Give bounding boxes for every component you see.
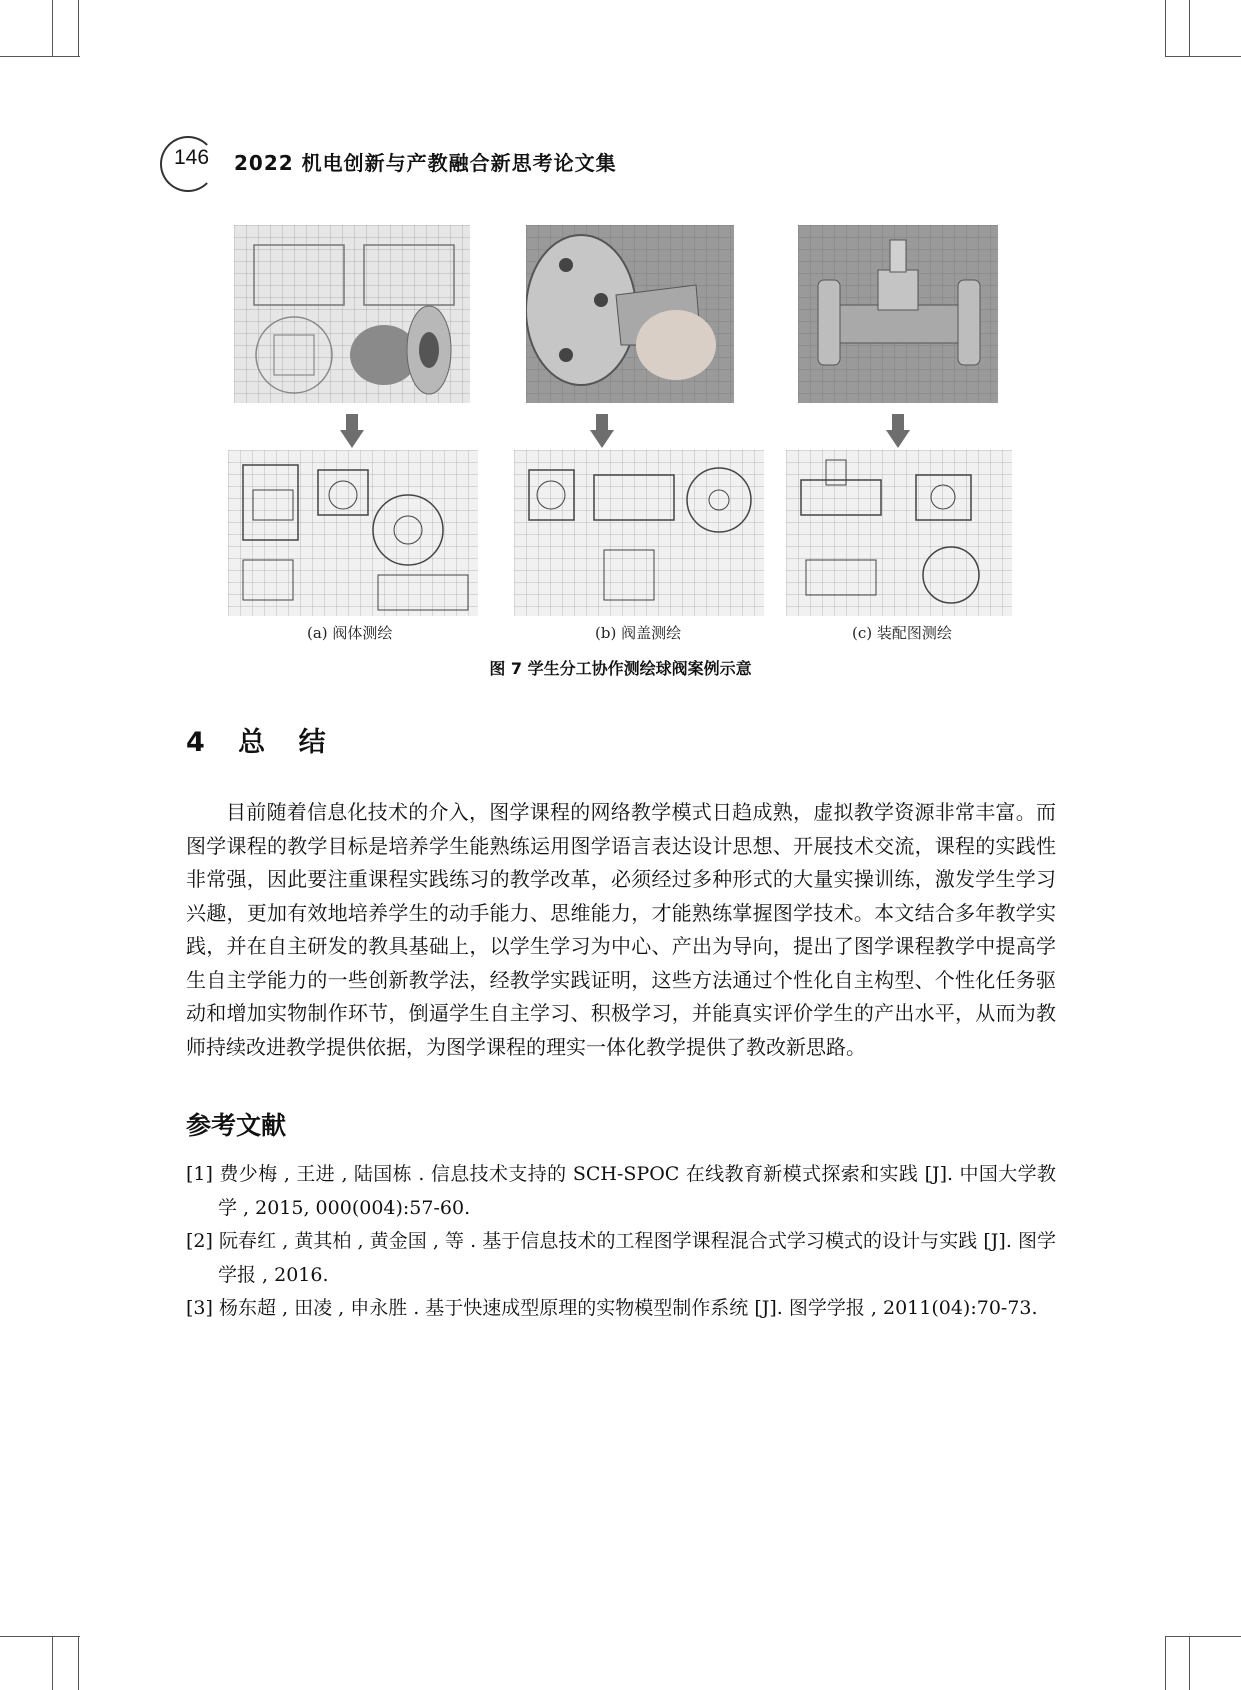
down-arrow-icon xyxy=(340,414,364,448)
crop-mark xyxy=(1165,1636,1241,1637)
reference-list xyxy=(186,1158,1056,1326)
subcaption-b: (b) 阀盖测绘 xyxy=(595,624,682,642)
crop-mark xyxy=(52,0,53,56)
figure-caption: 图 7 学生分工协作测绘球阀案例示意 xyxy=(489,659,752,678)
crop-mark xyxy=(78,1636,79,1690)
crop-mark xyxy=(1189,0,1190,56)
book-title: 2022 机电创新与产教融合新思考论文集 xyxy=(234,151,617,175)
down-arrow-icon xyxy=(886,414,910,448)
page-number: 146 xyxy=(174,146,210,169)
drawing-assembly xyxy=(786,450,1012,616)
drawing-valve-body xyxy=(228,450,478,616)
reference-item: [3] 杨东超 , 田凌 , 申永胜 . 基于快速成型原理的实物模型制作系统 [J]. 图学学报 , 2011(04):70-73. xyxy=(186,1297,1038,1319)
running-header xyxy=(160,136,1060,188)
crop-mark xyxy=(0,56,80,57)
reference-item: [2] 阮春红 , 黄其柏 , 黄金国 , 等 . 基于信息技术的工程图学课程混合式学习模式的设计与实践 [J]. 图学学报 , 2016. xyxy=(186,1230,1056,1286)
section-heading: 4 总 结 xyxy=(186,727,338,758)
references-heading: 参考文献 xyxy=(186,1111,287,1140)
crop-mark xyxy=(1189,1636,1190,1690)
crop-mark xyxy=(1165,0,1166,56)
photo-assembly xyxy=(798,225,998,403)
subcaption-a: (a) 阀体测绘 xyxy=(307,624,393,642)
body-paragraph: 目前随着信息化技术的介入，图学课程的网络教学模式日趋成熟，虚拟教学资源非常丰富。而图学课程的教学目标是培养学生能熟练运用图学语言表达设计思想、开展技术交流，课程的实践性非常强，因此要注重课程实践练习的教学改革，必须经过多种形式的大量实操训练，激发学生学习兴趣，更加有效地培养学生的动手能力、思维能力，才能熟练掌握图学技术。本文结合多年教学实践，并在自主研发的教具基础上，以学生学习为中心、产出为导向，提出了图学课程教学中提高学生自主学能力的一些创新教学法，经教学实践证明，这些方法通过个性化自主构型、个性化任务驱动和增加实物制作环节，倒逼学生自主学习、积极学习，并能真实评价学生的产出水平，从而为教师持续改进教学提供依据，为图学课程的理实一体化教学提供了教改新思路。 xyxy=(186,800,1056,1059)
drawing-valve-cover xyxy=(514,450,764,616)
subcaption-c: (c) 装配图测绘 xyxy=(852,624,952,642)
crop-mark xyxy=(1165,56,1241,57)
down-arrow-icon xyxy=(590,414,614,448)
crop-mark xyxy=(52,1636,53,1690)
crop-mark xyxy=(0,1636,80,1637)
crop-mark xyxy=(1165,1636,1166,1690)
photo-valve-body xyxy=(234,225,470,403)
reference-item: [1] 费少梅 , 王进 , 陆国栋 . 信息技术支持的 SCH-SPOC 在线教育新模式探索和实践 [J]. 中国大学教学 , 2015, 000(004):57-60. xyxy=(186,1163,1056,1219)
photo-valve-cover xyxy=(526,225,734,403)
crop-mark xyxy=(78,0,79,56)
